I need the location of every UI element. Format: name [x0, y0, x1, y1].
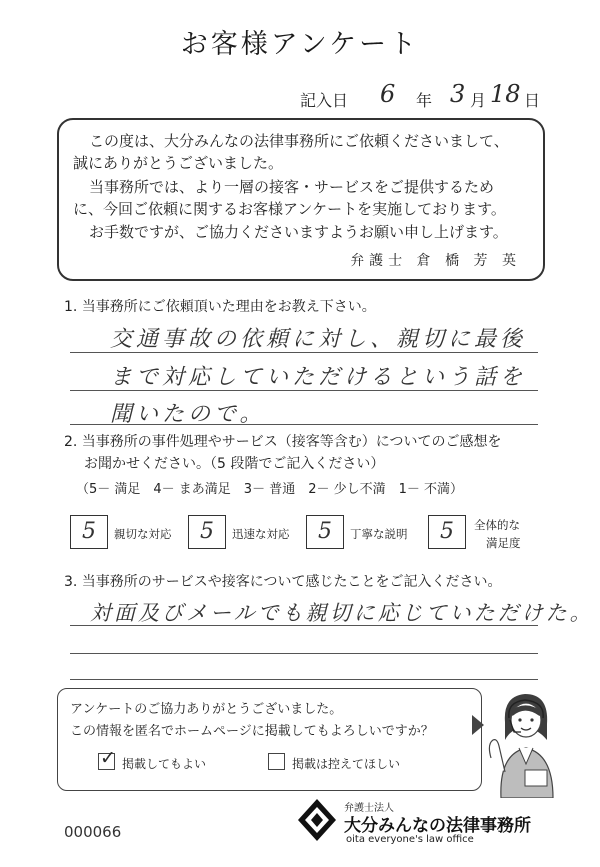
staff-illustration-icon	[487, 688, 563, 798]
question-2-line-2: お聞かせください。（5 段階でご記入ください）	[84, 456, 385, 472]
date-label: 記入日	[300, 91, 349, 110]
score-label-kind: 親切な対応	[114, 527, 172, 541]
serial-number: 000066	[64, 823, 122, 841]
answer-1-rule-1	[70, 352, 538, 353]
date-year-unit: 年	[416, 91, 433, 110]
consent-box	[57, 688, 482, 791]
intro-line-1: この度は、大分みんなの法律事務所にご依頼くださいまして、	[89, 132, 509, 150]
score-label-quick: 迅速な対応	[232, 527, 290, 541]
score-box-polite[interactable]: 5	[306, 515, 344, 549]
intro-line-4: に、今回ご依頼に関するお客様アンケートを実施しております。	[73, 200, 506, 218]
firm-type: 弁護士法人	[344, 803, 394, 814]
firm-name-english: oita everyone's law office	[346, 834, 474, 845]
answer-3-line-1[interactable]: 対面及びメールでも親切に応じていただけた。	[90, 601, 594, 625]
entry-date	[300, 82, 560, 112]
score-label-overall-line-2: 満足度	[486, 536, 521, 550]
firm-logo-icon	[296, 797, 338, 843]
signer-name: 弁護士 倉 橋 芳 英	[350, 253, 521, 269]
page-title: お客様アンケート	[180, 29, 420, 60]
rating-scale: （5－ 満足 4－ まあ満足 3－ 普通 2－ 少し不満 1－ 不満）	[76, 482, 464, 497]
intro-line-2: 誠にありがとうございました。	[73, 154, 284, 172]
answer-3-rule-1	[70, 625, 538, 626]
answer-1-rule-3	[70, 424, 538, 425]
question-3: 3. 当事務所のサービスや接客について感じたことをご記入ください。	[64, 574, 502, 590]
answer-1-line-1[interactable]: 交通事故の依頼に対し、親切に最後	[110, 327, 527, 352]
score-box-overall[interactable]: 5	[428, 515, 466, 549]
intro-box	[57, 118, 545, 281]
intro-line-5: お手数ですが、ご協力くださいますようお願い申し上げます。	[89, 223, 508, 241]
score-label-polite: 丁寧な説明	[350, 527, 408, 541]
check-icon: ✓	[100, 747, 116, 769]
date-day-value[interactable]: 18	[490, 80, 521, 108]
question-2-line-1: 2. 当事務所の事件処理やサービス（接客等含む）についてのご感想を	[64, 434, 502, 450]
date-month-value[interactable]: 3	[450, 80, 466, 108]
date-day-unit: 日	[524, 91, 541, 110]
answer-1-line-2[interactable]: まで対応していただけるという話を	[110, 365, 527, 390]
firm-name: 大分みんなの法律事務所	[344, 816, 531, 836]
score-box-kind[interactable]: 5	[70, 515, 108, 549]
consent-line-2: この情報を匿名でホームページに掲載してもよろしいですか？	[70, 724, 434, 739]
consent-yes-label: 掲載してもよい	[122, 757, 207, 771]
answer-1-line-3[interactable]: 聞いたので。	[110, 402, 266, 427]
date-year-value[interactable]: 6	[380, 80, 396, 108]
intro-line-3: 当事務所では、より一層の接客・サービスをご提供するため	[89, 178, 495, 196]
answer-3-rule-3	[70, 679, 538, 680]
question-1: 1. 当事務所にご依頼頂いた理由をお教え下さい。	[64, 299, 376, 315]
consent-no-label: 掲載は控えてほしい	[292, 757, 401, 771]
consent-line-1: アンケートのご協力ありがとうございました。	[70, 702, 343, 717]
score-label-overall-line-1: 全体的な	[474, 518, 520, 532]
speech-pointer	[472, 715, 484, 735]
date-month-unit: 月	[470, 91, 487, 110]
answer-1-rule-2	[70, 390, 538, 391]
consent-no-checkbox[interactable]	[268, 753, 285, 770]
answer-3-rule-2	[70, 653, 538, 654]
score-box-quick[interactable]: 5	[188, 515, 226, 549]
consent-yes-checkbox[interactable]	[98, 747, 116, 770]
